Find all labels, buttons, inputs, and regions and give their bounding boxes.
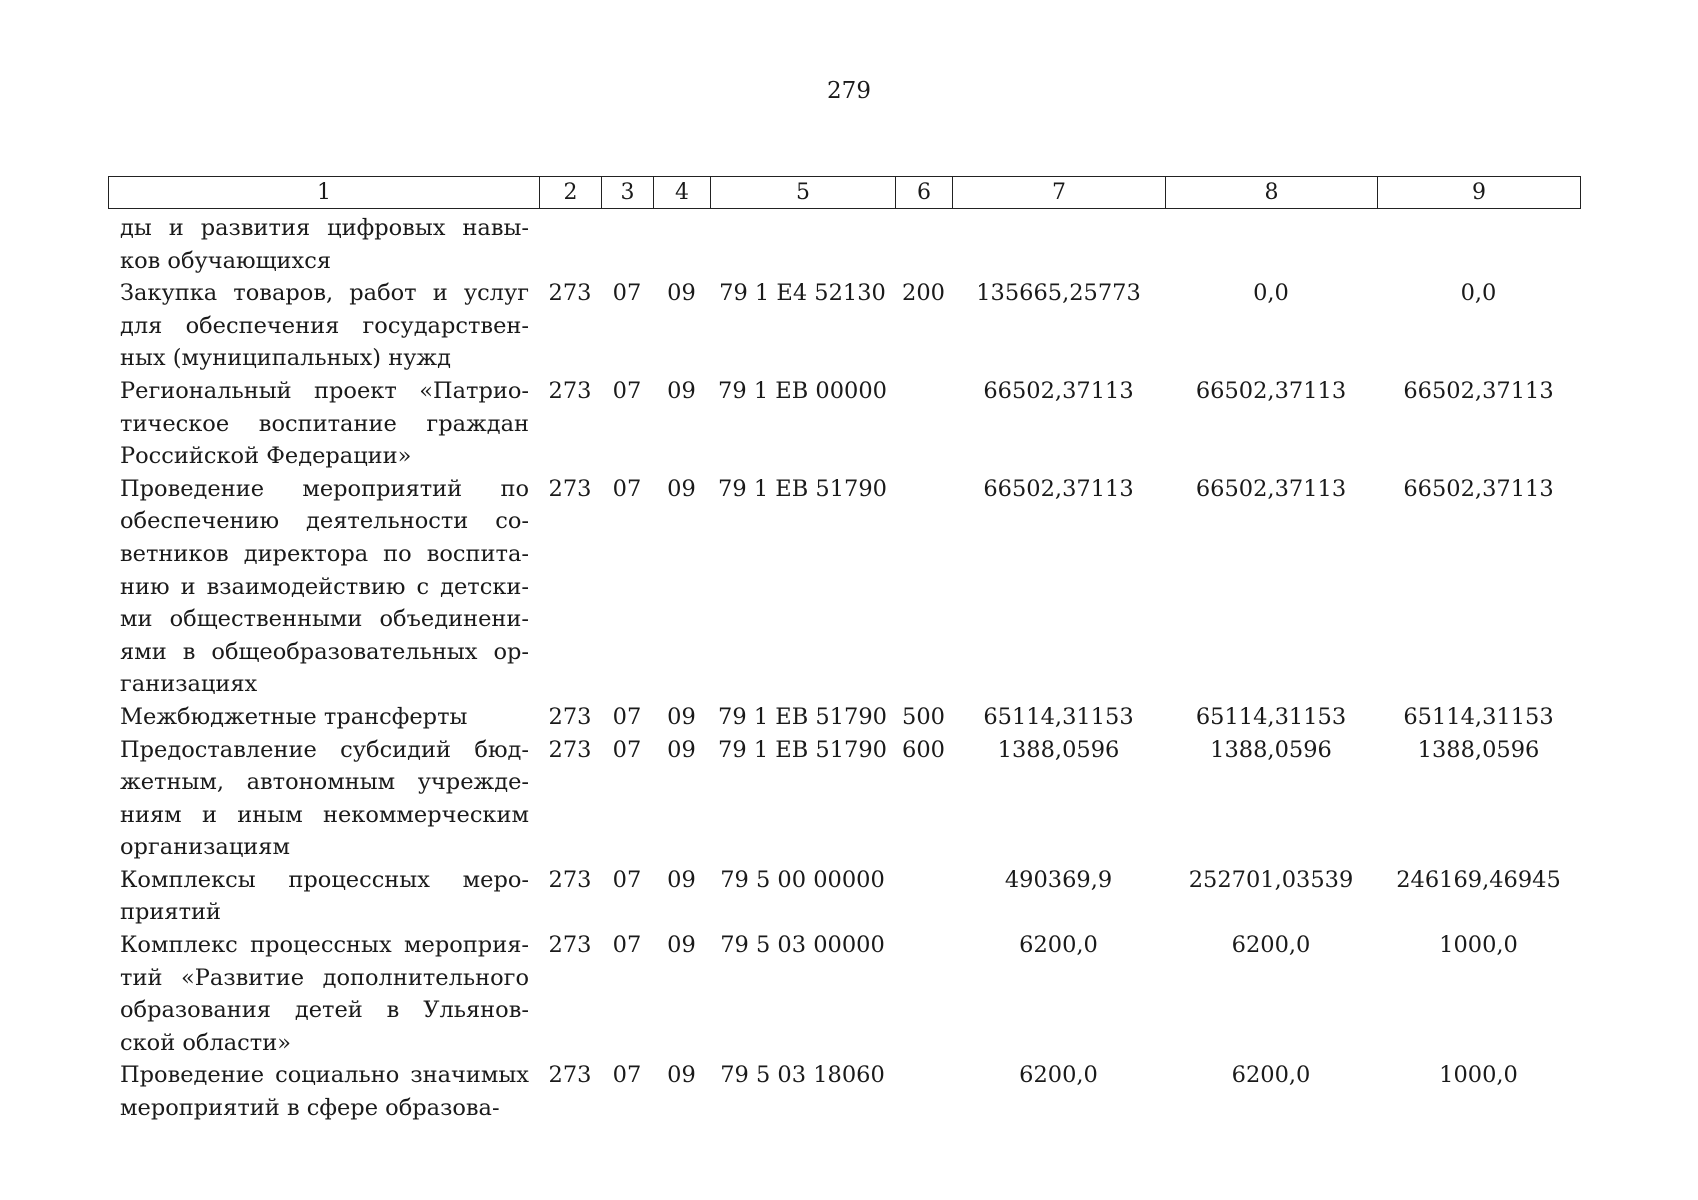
cell-col-5: 79 5 03 00000	[720, 932, 885, 959]
table-row	[108, 864, 1580, 929]
cell-col-4	[653, 212, 710, 277]
cell-col-9: 246169,46945	[1396, 866, 1561, 893]
cell-col-3: 07	[612, 736, 642, 763]
description-line: для обеспечения государствен-	[120, 312, 529, 339]
cell-col-4: 09	[667, 736, 696, 763]
description-line: ми общественными объединени-	[120, 606, 529, 633]
cell-col-4: 09	[667, 280, 696, 307]
cell-col-3: 07	[612, 703, 642, 730]
table-row	[108, 701, 1580, 734]
header-col-6: 6	[896, 177, 953, 209]
cell-col-2: 273	[548, 377, 592, 404]
table-row	[108, 1059, 1580, 1124]
header-col-8: 8	[1166, 177, 1378, 209]
cell-col-8	[1165, 212, 1377, 277]
description-line: приятий	[120, 899, 222, 926]
description-line: нию и взаимодействию с детски-	[120, 573, 529, 600]
description-line: ды и развития цифровых навы-	[120, 215, 529, 241]
row-description	[108, 375, 539, 473]
row-description	[108, 734, 539, 864]
cell-col-3: 07	[612, 1062, 642, 1089]
cell-col-2: 273	[548, 866, 592, 893]
cell-col-7: 6200,0	[1019, 1062, 1098, 1089]
table-row	[108, 929, 1580, 1059]
cell-col-8: 66502,37113	[1195, 475, 1347, 502]
table-header	[108, 176, 1581, 209]
cell-col-8: 1388,0596	[1210, 736, 1332, 763]
cell-col-6: 200	[902, 280, 945, 307]
description-line: ганизациях	[120, 671, 258, 698]
description-line: жетным, автономным учрежде-	[120, 769, 529, 796]
cell-col-5: 79 1 EB 51790	[718, 703, 887, 730]
cell-col-5	[710, 212, 895, 277]
cell-col-4: 09	[667, 1062, 696, 1089]
row-description	[108, 277, 539, 375]
cell-col-7: 135665,25773	[976, 280, 1141, 307]
cell-col-7: 490369,9	[1004, 866, 1113, 893]
description-line: Российской Федерации»	[120, 443, 412, 470]
cell-col-7: 6200,0	[1019, 932, 1098, 959]
cell-col-9: 1388,0596	[1417, 736, 1540, 763]
cell-col-7: 65114,31153	[983, 703, 1134, 730]
cell-col-7: 1388,0596	[997, 736, 1120, 763]
header-col-2: 2	[540, 177, 602, 209]
description-line: обеспечению деятельности со-	[120, 508, 529, 535]
cell-col-9: 66502,37113	[1403, 475, 1554, 502]
description-line: Проведение социально значимых	[120, 1062, 529, 1089]
description-line: тий «Развитие дополнительного	[120, 964, 529, 991]
cell-col-6	[895, 929, 952, 1059]
table-row	[108, 212, 1580, 277]
cell-col-3: 07	[612, 280, 642, 307]
cell-col-6: 600	[902, 736, 945, 763]
table-row	[108, 375, 1580, 473]
description-line: организациям	[120, 834, 290, 861]
cell-col-9: 1000,0	[1439, 1062, 1518, 1089]
cell-col-6	[895, 473, 952, 701]
page-number: 279	[827, 78, 871, 104]
cell-col-4: 09	[667, 932, 696, 959]
cell-col-9: 1000,0	[1439, 932, 1518, 959]
row-description	[108, 864, 539, 929]
cell-col-5: 79 1 E4 52130	[719, 280, 886, 307]
cell-col-6	[895, 212, 952, 277]
description-line: Предоставление субсидий бюд-	[120, 736, 529, 763]
cell-col-9: 65114,31153	[1403, 703, 1554, 730]
cell-col-5: 79 5 00 00000	[720, 866, 885, 893]
cell-col-3: 07	[612, 866, 642, 893]
description-line: ков обучающихся	[120, 247, 332, 274]
cell-col-8: 0,0	[1253, 280, 1289, 307]
cell-col-3	[601, 212, 653, 277]
description-line: мероприятий в сфере образова-	[120, 1095, 500, 1122]
cell-col-8: 66502,37113	[1195, 377, 1347, 404]
header-col-1: 1	[109, 177, 540, 209]
cell-col-4: 09	[667, 703, 696, 730]
table-body	[108, 212, 1580, 1125]
row-description	[108, 212, 539, 277]
cell-col-5: 79 1 EB 51790	[718, 736, 887, 763]
cell-col-3: 07	[612, 475, 642, 502]
cell-col-2: 273	[548, 280, 592, 307]
row-description	[108, 473, 539, 701]
cell-col-2: 273	[548, 932, 592, 959]
cell-col-4: 09	[667, 866, 696, 893]
cell-col-2: 273	[548, 736, 592, 763]
header-col-7: 7	[953, 177, 1166, 209]
cell-col-3: 07	[612, 932, 642, 959]
description-line: тическое воспитание граждан	[120, 410, 529, 437]
row-description	[108, 701, 539, 734]
description-line: ветников директора по воспита-	[120, 540, 529, 567]
cell-col-2: 273	[548, 1062, 592, 1089]
cell-col-9	[1377, 212, 1580, 277]
cell-col-4: 09	[667, 377, 696, 404]
description-line: ных (муниципальных) нужд	[120, 345, 451, 372]
row-description	[108, 1059, 539, 1124]
description-line: ями в общеобразовательных ор-	[120, 638, 529, 665]
cell-col-7: 66502,37113	[983, 475, 1134, 502]
row-description	[108, 929, 539, 1059]
cell-col-8: 252701,03539	[1188, 866, 1354, 893]
cell-col-9: 66502,37113	[1403, 377, 1554, 404]
table-row	[108, 277, 1580, 375]
header-col-4: 4	[654, 177, 711, 209]
description-line: Региональный проект «Патрио-	[120, 377, 529, 404]
cell-col-5: 79 5 03 18060	[720, 1062, 885, 1089]
cell-col-2: 273	[548, 475, 592, 502]
cell-col-7: 66502,37113	[983, 377, 1134, 404]
cell-col-6: 500	[902, 703, 945, 730]
description-line: ниям и иным некоммерческим	[120, 801, 529, 828]
cell-col-5: 79 1 EB 51790	[718, 475, 887, 502]
description-line: Межбюджетные трансферты	[120, 703, 468, 730]
description-line: Проведение мероприятий по	[120, 475, 529, 502]
cell-col-9: 0,0	[1460, 280, 1497, 307]
cell-col-8: 65114,31153	[1195, 703, 1347, 730]
cell-col-2: 273	[548, 703, 592, 730]
cell-col-6	[895, 375, 952, 473]
cell-col-6	[895, 864, 952, 929]
header-col-5: 5	[711, 177, 896, 209]
description-line: Закупка товаров, работ и услуг	[120, 280, 529, 307]
table-row	[108, 734, 1580, 864]
cell-col-2	[539, 212, 601, 277]
description-line: образования детей в Ульянов-	[120, 997, 529, 1024]
header-col-9: 9	[1378, 177, 1581, 209]
table-row	[108, 473, 1580, 701]
description-line: ской области»	[120, 1029, 291, 1056]
cell-col-3: 07	[612, 377, 642, 404]
cell-col-8: 6200,0	[1231, 932, 1311, 959]
description-line: Комплекс процессных мероприя-	[120, 932, 529, 959]
description-line: Комплексы процессных меро-	[120, 866, 529, 893]
cell-col-7	[952, 212, 1165, 277]
budget-table	[108, 212, 1580, 1125]
header-col-3: 3	[602, 177, 654, 209]
cell-col-8: 6200,0	[1231, 1062, 1311, 1089]
cell-col-6	[895, 1059, 952, 1124]
cell-col-4: 09	[667, 475, 696, 502]
cell-col-5: 79 1 EB 00000	[718, 377, 887, 404]
